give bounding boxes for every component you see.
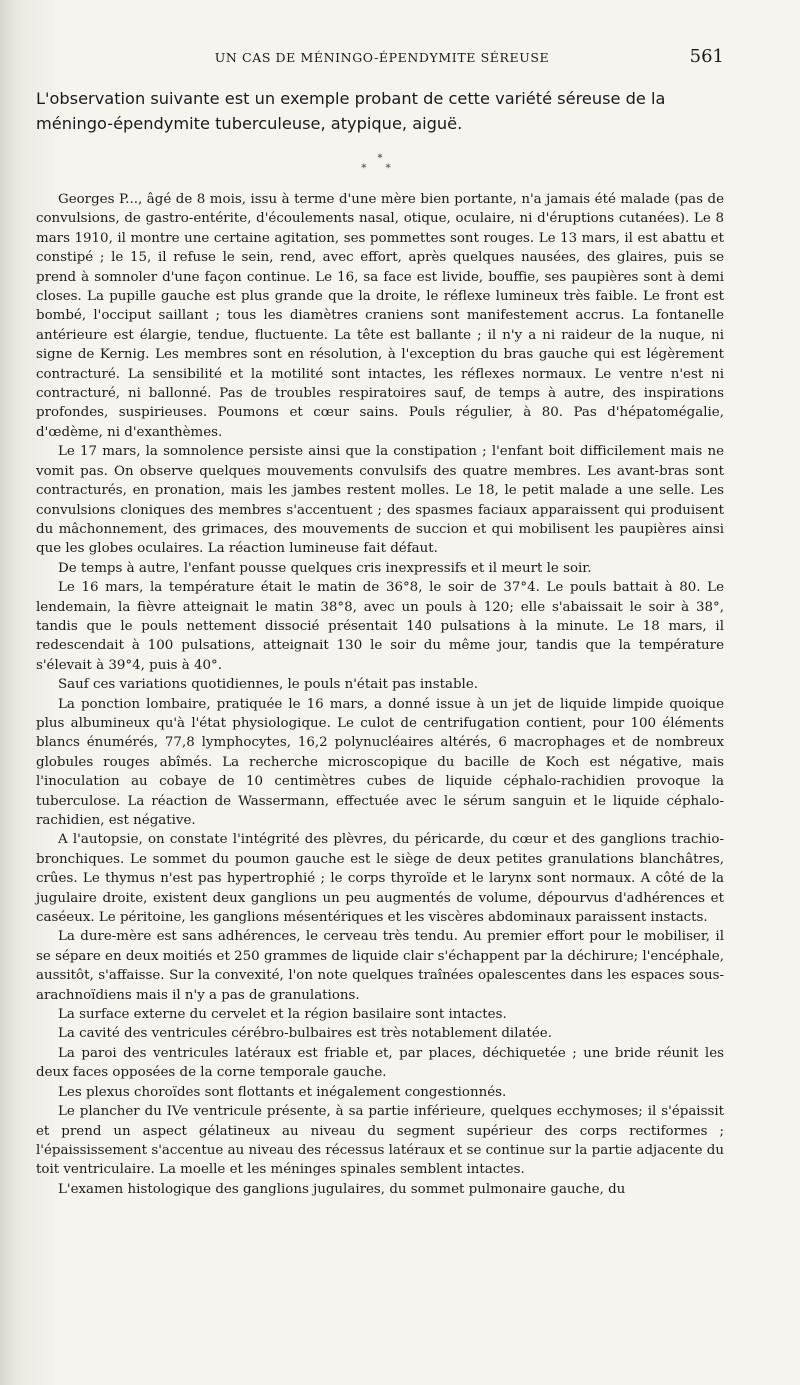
paragraph-lumbar-puncture: La ponction lombaire, pratiquée le 16 mars, a donné issue à un jet de liquide limpide quoique plus albumineux qu'à l'état physiologique. Le culot de centrifugation contient, pour 100 éléments blancs énumérés, 77,8 lymphocytes, 16,2 polynucléaires altérés, 6 macrophages et de nombreux globules rouges abîmés. La recherche microscopique du bacille de Koch est négative, mais l'inoculation au cobaye de 10 centimètres cubes de liquide céphalo-rachidien provoque la tuberculose. La réaction de Wassermann, effectuée avec le sérum sanguin et le liquide céphalo-rachidien, est négative.	[36, 696, 724, 828]
paragraph-plexus: Les plexus choroïdes sont flottants et inégalement congestionnés.	[58, 1084, 507, 1100]
paragraph-ventricles: La cavité des ventricules cérébro-bulbaires est très notablement dilatée.	[58, 1026, 552, 1042]
paragraph-fourth-ventricle: Le plancher du IVe ventricule présente, à sa partie inférieure, quelques ecchymoses; il s'épaissit et prend un aspect gélatineux au niveau du segment supérieur des corps rectiformes ; l'épaississement s'accentue au niveau des récessus latéraux et se continue sur la partie adjacente du toit ventriculaire. La moelle et les méninges spinales semblent intactes.	[36, 1104, 724, 1178]
paragraph-cerebellum: La surface externe du cervelet et la région basilaire sont intactes.	[58, 1007, 507, 1023]
paragraph-histology: L'examen histologique des ganglions jugulaires, du sommet pulmonaire gauche, du	[58, 1181, 626, 1197]
paragraph-march-17: Le 17 mars, la somnolence persiste ainsi que la constipation ; l'enfant boit difficilement mais ne vomit pas. On observe quelques mouvements convulsifs des quatre membres. Les avant-bras sont contracturés, en pronation, mais les jambes restent molles. Le 18, le petit malade a une selle. Les convulsions cloniques des membres s'accentuent ; des spasmes faciaux apparaissent qui produisent du mâchonnement, des grimaces, des mouvements de succion et qui mobilisent les paupières ainsi que les globes oculaires. La réaction lumineuse fait défaut.	[36, 444, 724, 557]
paragraph-death: De temps à autre, l'enfant pousse quelques cris inexpressifs et il meurt le soir.	[58, 560, 592, 576]
page-header	[40, 46, 724, 70]
asterism-top: *	[377, 153, 383, 164]
paragraph-ventricle-wall: La paroi des ventricules latéraux est friable et, par places, déchiquetée ; une bride réunit les deux faces opposées de la corne temporale gauche.	[36, 1045, 724, 1081]
page-content	[36, 86, 724, 1199]
paragraph-dura-mater: La dure-mère est sans adhérences, le cerveau très tendu. Au premier effort pour le mobiliser, il se sépare en deux moitiés et 250 grammes de liquide clair s'échappent par la déchirure; l'encéphale, aussitôt, s'affaisse. Sur la convexité, l'on note quelques traînées opalescentes dans les espaces sous-arachnoïdiens mais il n'y a pas de granulations.	[36, 929, 724, 1003]
intro-paragraph: L'observation suivante est un exemple probant de cette variété séreuse de la méningo-épendymite tuberculeuse, atypique, aiguë.	[36, 89, 666, 133]
paragraph-temperature: Le 16 mars, la température était le matin de 36°8, le soir de 37°4. Le pouls battait à 80. Le lendemain, la fièvre atteignait le matin 38°8, avec un pouls à 120; elle s'abaissait le soir à 38°, tandis que le pouls nettement dissocié présentait 140 pulsations à la minute. Le 18 mars, il redescendait à 100 pulsations, atteignait 130 le soir du même jour, tandis que la température s'élevait à 39°4, puis à 40°.	[36, 580, 724, 673]
running-title: UN CAS DE MÉNINGO-ÉPENDYMITE SÉREUSE	[214, 50, 550, 65]
asterism-separator	[36, 154, 724, 174]
paragraph-pulse: Sauf ces variations quotidiennes, le pouls n'était pas instable.	[58, 677, 479, 693]
asterism-bottom: * *	[361, 163, 399, 174]
case-report-body	[36, 190, 724, 1199]
page-number: 561	[689, 46, 724, 67]
paragraph-history: Georges P..., âgé de 8 mois, issu à terme d'une mère bien portante, n'a jamais été malade (pas de convulsions, de gastro-entérite, d'écoulements nasal, otique, oculaire, ni d'éruptions cutanées). Le 8 mars 1910, il montre une certaine agitation, ses pommettes sont rouges. Le 13 mars, il est abattu et constipé ; le 15, il refuse le sein, rend, avec effort, après quelques nausées, des glaires, puis se prend à somnoler d'une façon continue. Le 16, sa face est livide, bouffie, ses paupières sont à demi closes. La pupille gauche est plus grande que la droite, le réflexe lumineux très faible. Le front est bombé, l'occiput saillant ; tous les diamètres craniens sont manifestement accrus. La fontanelle antérieure est élargie, tendue, fluctuente. La tête est ballante ; il n'y a ni raideur de la nuque, ni signe de Kernig. Les membres sont en résolution, à l'exception du bras gauche qui est légèrement contracturé. La sensibilité et la motilité sont intactes, les réflexes normaux. Le ventre n'est ni contracturé, ni ballonné. Pas de troubles respiratoires sauf, de temps à autre, des inspirations profondes, suspirieuses. Poumons et cœur sains. Pouls régulier, à 80. Pas d'hépatomégalie, d'œdème, ni d'exanthèmes.	[36, 192, 724, 440]
paragraph-autopsy: A l'autopsie, on constate l'intégrité des plèvres, du péricarde, du cœur et des ganglions trachio-bronchiques. Le sommet du poumon gauche est le siège de deux petites granulations blanchâtres, crûes. Le thymus n'est pas hypertrophié ; le corps thyroïde et le larynx sont normaux. A côté de la jugulaire droite, existent deux ganglions un peu augmentés de volume, dépourvus d'adhérences et caséeux. Le péritoine, les ganglions mésentériques et les viscères abdominaux paraissent instacts.	[36, 832, 724, 926]
